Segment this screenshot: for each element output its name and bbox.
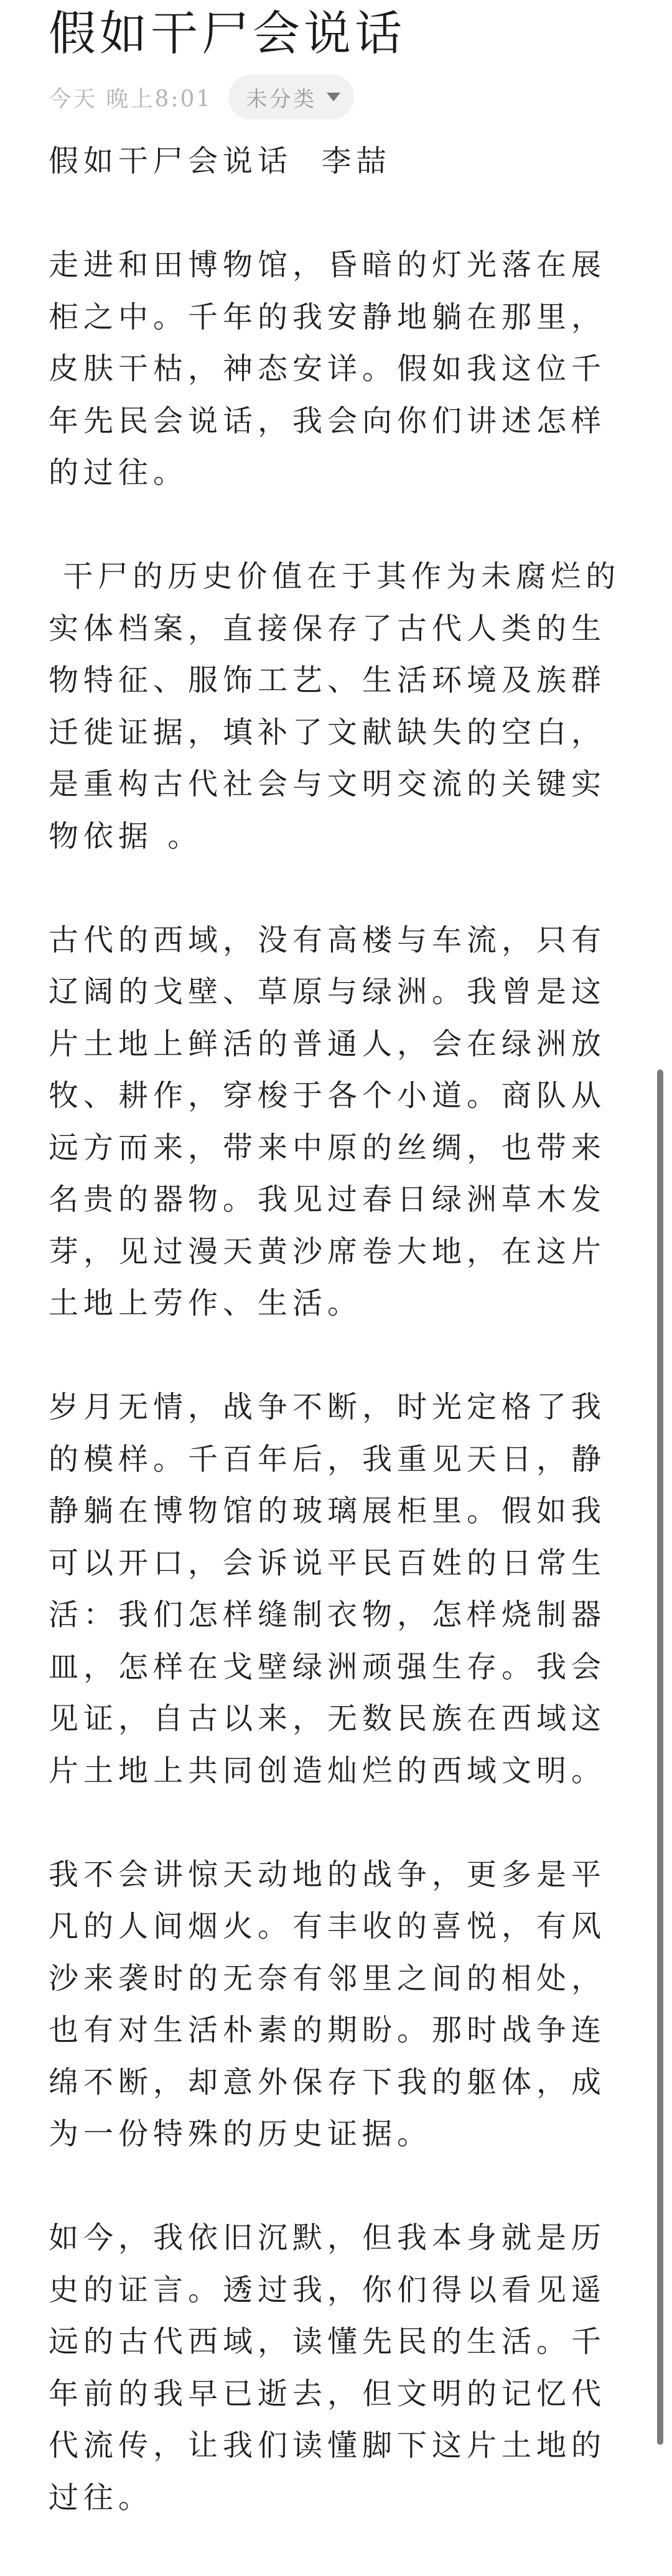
- note-date: 今天 晚上8:01: [49, 86, 213, 112]
- caret-down-icon: [327, 93, 340, 101]
- category-selector[interactable]: [228, 75, 354, 119]
- note-meta-row: [49, 72, 354, 122]
- scrollbar[interactable]: [657, 0, 663, 2445]
- note-byline: 假如干尸会说话 李喆: [49, 144, 391, 178]
- note-paragraph-6: 如今，我依旧沉默，但我本身就是历史的证言。透过我，你们得以看见遥远的古代西域，读懂先民的生活。千年前的我早已逝去，但文明的记忆代代流传，让我们读懂脚下这片土地的过往。: [49, 2220, 607, 2515]
- category-label: 未分类: [246, 86, 317, 112]
- note-paragraph-3: 古代的西域，没有高楼与车流，只有辽阔的戈壁、草原与绿洲。我曾是这片土地上鲜活的普通人，会在绿洲放牧、耕作，穿梭于各个小道。商队从远方而来，带来中原的丝绸，也带来名贵的器物。我见过春日绿洲草木发芽，见过漫天黄沙席卷大地，在这片土地上劳作、生活。: [49, 922, 607, 1321]
- note-paragraph-2: 干尸的历史价值在于其作为未腐烂的实体档案，直接保存了古代人类的生物特征、服饰工艺、生活环境及族群迁徙证据，填补了文献缺失的空白，是重构古代社会与文明交流的关键实物依据 。: [49, 559, 621, 854]
- note-paragraph-4: 岁月无情，战争不断，时光定格了我的模样。千百年后，我重见天日，静静躺在博物馆的玻璃展柜里。假如我可以开口，会诉说平民百姓的日常生活：我们怎样缝制衣物，怎样烧制器皿，怎样在戈壁绿洲顽强生存。我会见证，自古以来，无数民族在西域这片土地上共同创造灿烂的西域文明。: [49, 1390, 607, 1788]
- note-title[interactable]: 假如干尸会说话: [49, 6, 406, 61]
- note-paragraph-1: 走进和田博物馆，昏暗的灯光落在展柜之中。千年的我安静地躺在那里，皮肤干枯，神态安详。假如我这位千年先民会说话，我会向你们讲述怎样的过往。: [49, 247, 607, 490]
- note-paragraph-5: 我不会讲惊天动地的战争，更多是平凡的人间烟火。有丰收的喜悦，有风沙来袭时的无奈有邻里之间的相处，也有对生活朴素的期盼。那时战争连绵不断，却意外保存下我的躯体，成为一份特殊的历史证据。: [49, 1857, 607, 2151]
- note-body[interactable]: [49, 136, 627, 2576]
- scrollbar-thumb[interactable]: [657, 1069, 663, 2445]
